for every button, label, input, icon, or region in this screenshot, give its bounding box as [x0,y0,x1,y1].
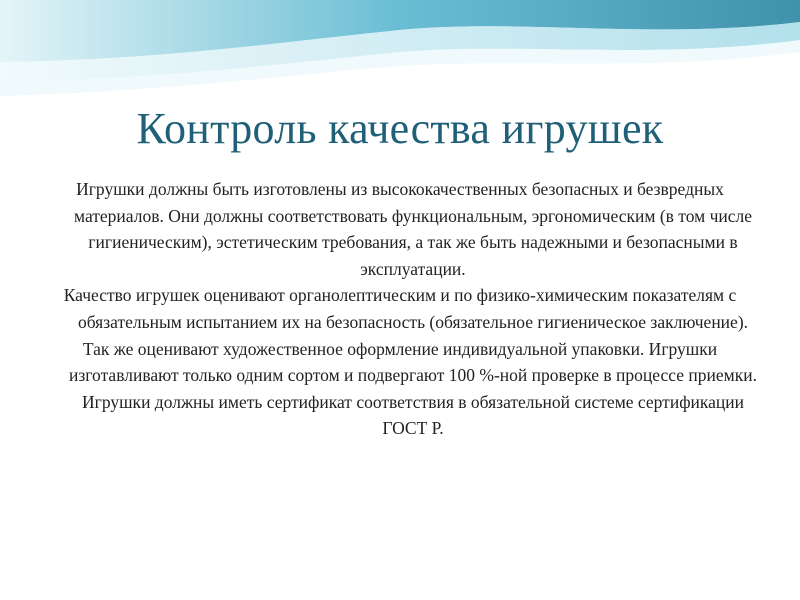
slide-body [40,176,760,442]
paragraph-3: Так же оценивают художественное оформление индивидуальной упаковки. Игрушки изготавливают только одним сортом и подвергают 100 %-ной проверке в процессе приемки. Игрушки должны иметь сертификат соответствия в обязательной системе сертификации ГОСТ Р. [69,338,757,439]
wave-decoration [0,0,800,110]
paragraph-2: Качество игрушек оценивают органолептическим и по физико-химическим показателям с обязательным испытанием их на безопасность (обязательное гигиеническое заключение). [63,285,749,332]
slide-title: Контроль качества игрушек [136,104,664,153]
paragraph-1: Игрушки должны быть изготовлены из высококачественных безопасных и безвредных материалов. Они должны соответствовать функциональным, эргономическим (в том числе гигиеническим), эстетическим требования, а так же быть надежными и безопасными в эксплуатации. [73,179,753,279]
